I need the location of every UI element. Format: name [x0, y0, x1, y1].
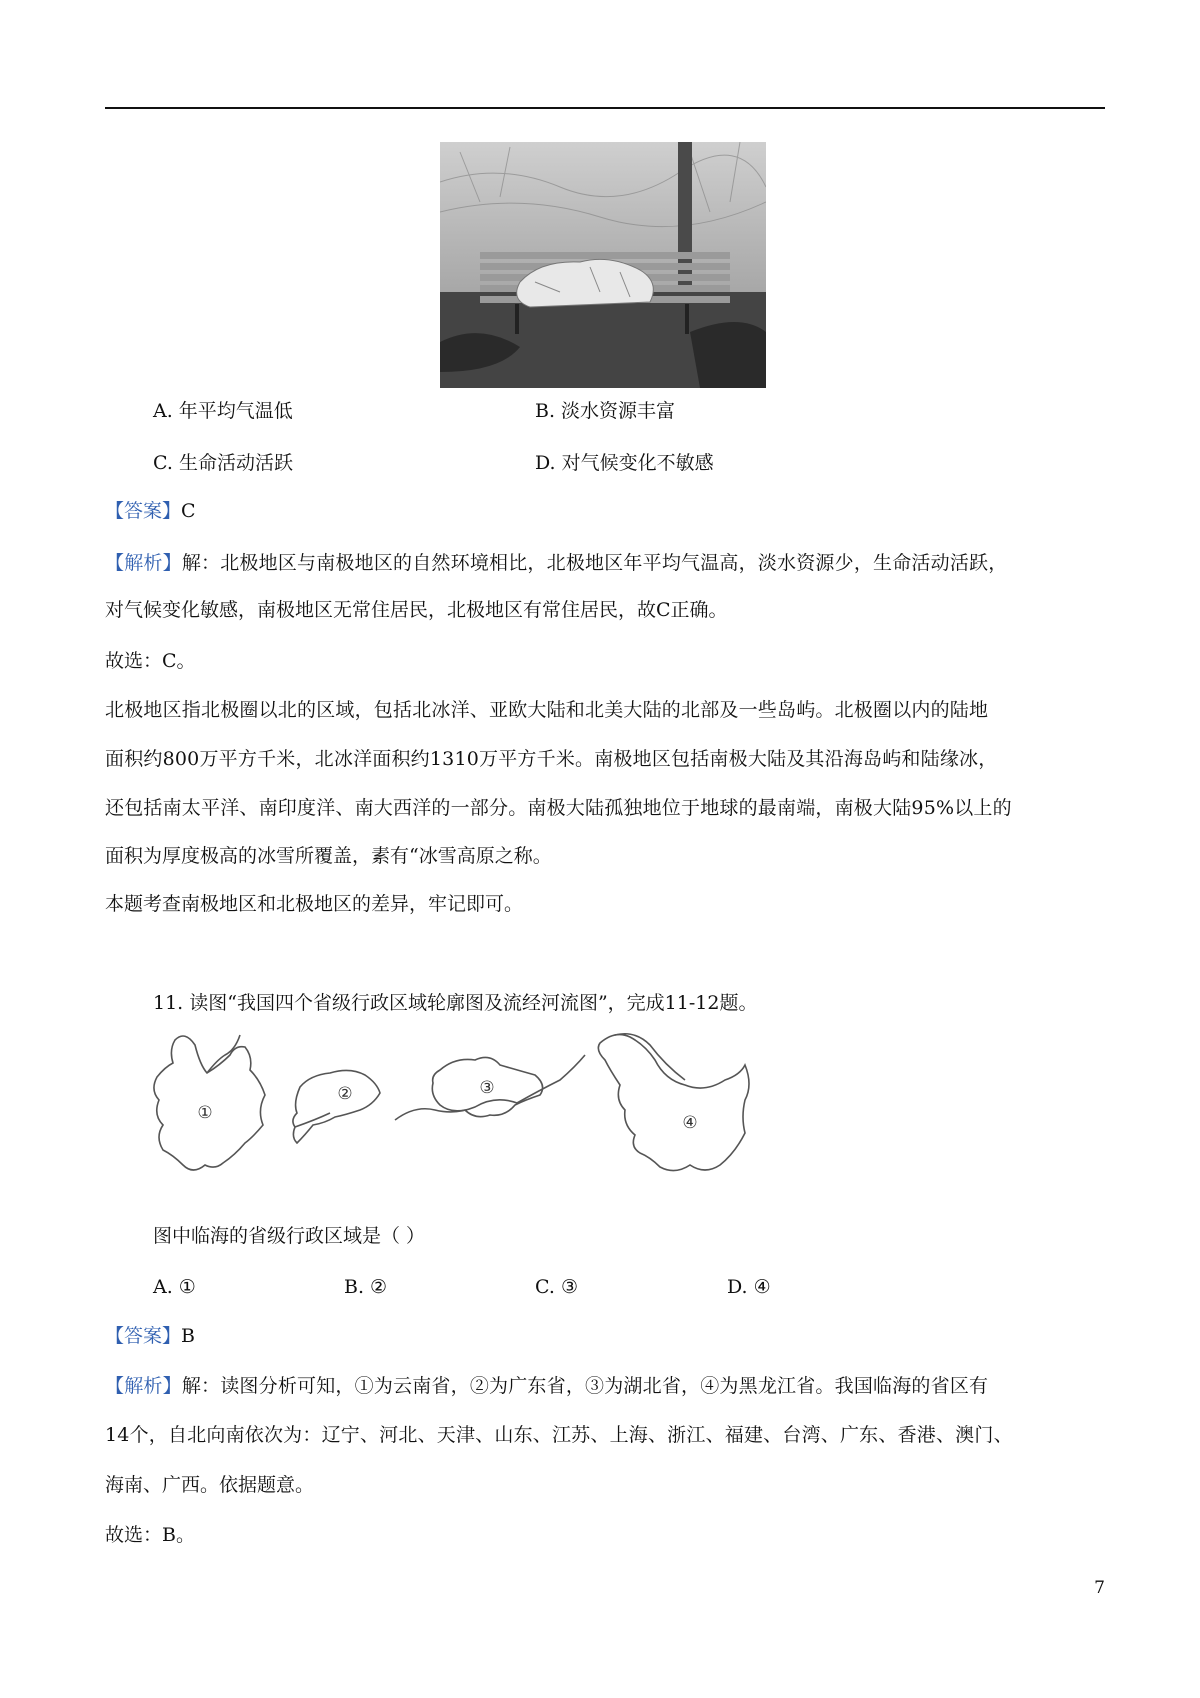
q11-option-c: C. ③ — [535, 1276, 578, 1298]
option-a: A. 年平均气温低 — [153, 400, 293, 422]
map-marker-3: ③ — [479, 1078, 495, 1098]
q11-analysis-label: 【解析】 — [105, 1375, 182, 1397]
province-4-outline — [598, 1035, 749, 1171]
q11-analysis-line — [105, 1373, 1105, 1399]
note-line-1: 北极地区指北极圈以北的区域，包括北冰洋、亚欧大陆和北美大陆的北部及一些岛屿。北极圈以内的陆地 — [105, 699, 989, 721]
map-marker-4: ④ — [682, 1113, 698, 1133]
page-number: 7 — [1094, 1578, 1105, 1598]
q11-option-d: D. ④ — [727, 1276, 771, 1298]
answer-label: 【答案】 — [105, 500, 182, 522]
analysis-text-2: 对气候变化敏感，南极地区无常住居民，北极地区有常住居民，故C正确。 — [105, 599, 728, 621]
q11-answer-label: 【答案】 — [105, 1325, 182, 1347]
province-maps — [145, 1025, 830, 1195]
q11-analysis-text: 解：读图分析可知，①为云南省，②为广东省，③为湖北省，④为黑龙江省。我国临海的省区有 — [181, 1375, 989, 1397]
option-c: C. 生命活动活跃 — [153, 452, 293, 474]
note-line-3: 还包括南太平洋、南印度洋、南大西洋的一部分。南极大陆孤独地位于地球的最南端，南极大陆95%以上的 — [105, 797, 1012, 819]
q11-analysis-text-3: 海南、广西。依据题意。 — [105, 1474, 315, 1496]
option-d: D. 对气候变化不敏感 — [535, 452, 714, 474]
q11-option-a: A. ① — [153, 1276, 196, 1298]
header-rule — [105, 107, 1105, 109]
q11-analysis-text-2: 14个，自北向南依次为：辽宁、河北、天津、山东、江苏、上海、浙江、福建、台湾、广东、香港、澳门、 — [105, 1424, 1013, 1446]
analysis-label: 【解析】 — [105, 552, 182, 574]
map-marker-2: ② — [337, 1084, 353, 1104]
note-line-4: 面积为厚度极高的冰雪所覆盖，素有“冰雪高原之称。 — [105, 845, 552, 867]
answer-value: C — [181, 500, 196, 522]
q11-option-b: B. ② — [344, 1276, 388, 1298]
q11-answer-line — [105, 1323, 1105, 1349]
map-marker-1: ① — [197, 1103, 213, 1123]
note-line-5: 本题考查南极地区和北极地区的差异，牢记即可。 — [105, 893, 524, 915]
q11-stem: 11. 读图“我国四个省级行政区域轮廓图及流经河流图”，完成11-12题。 — [153, 992, 758, 1014]
bench-photo — [440, 142, 766, 388]
q11-answer-value: B — [181, 1325, 195, 1347]
q11-choose-line: 故选：B。 — [105, 1524, 195, 1546]
note-line-2: 面积约800万平方千米，北冰洋面积约1310万平方千米。南极地区包括南极大陆及其沿海岛屿和陆缘冰， — [105, 748, 998, 770]
option-b: B. 淡水资源丰富 — [535, 400, 676, 422]
analysis-text: 解：北极地区与南极地区的自然环境相比，北极地区年平均气温高，淡水资源少，生命活动活跃， — [181, 552, 1008, 574]
analysis-line — [105, 550, 1105, 576]
province-2-outline — [293, 1070, 380, 1143]
answer-line — [105, 498, 1105, 524]
q11-question: 图中临海的省级行政区域是（ ） — [153, 1225, 426, 1247]
choose-line: 故选：C。 — [105, 650, 196, 672]
